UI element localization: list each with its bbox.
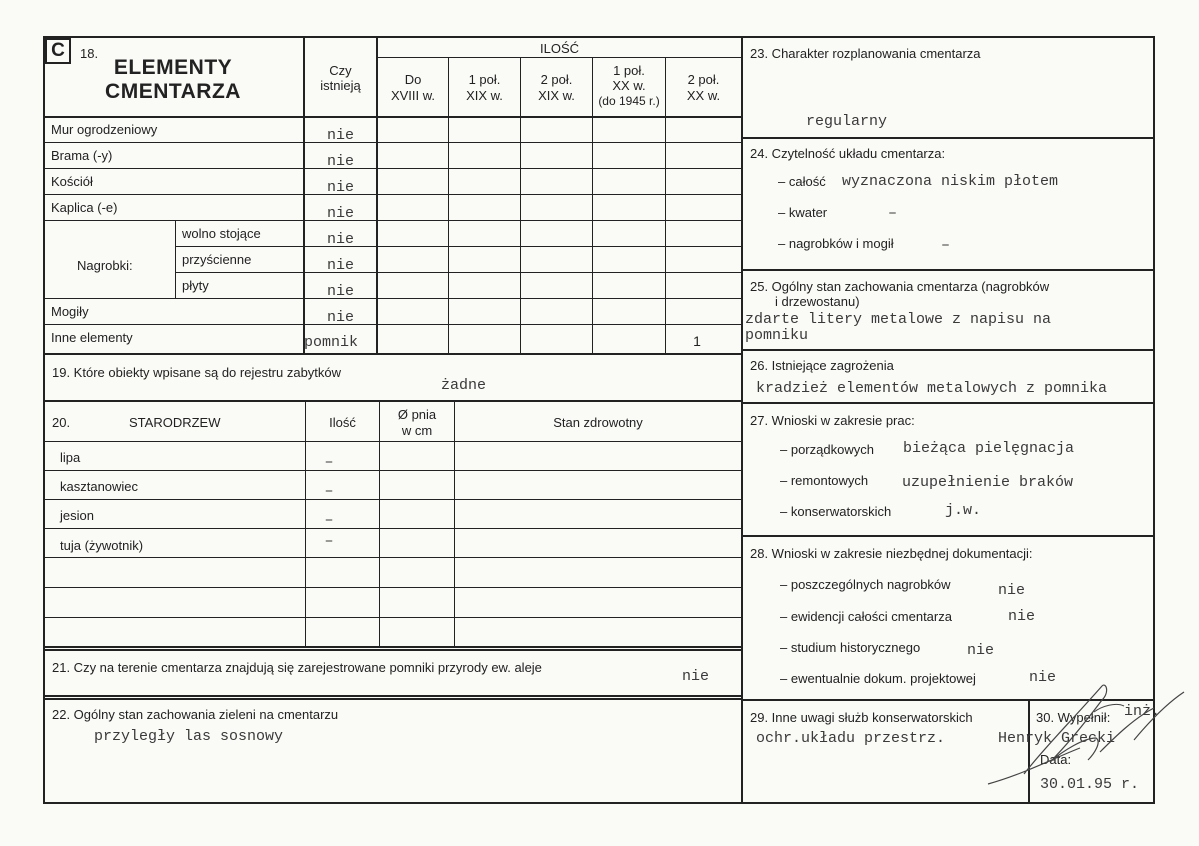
divider [43, 649, 741, 651]
s20-col-diam-l2: w cm [401, 423, 433, 438]
s28-item-value: nie [1029, 669, 1057, 686]
divider [43, 470, 741, 471]
divider [43, 194, 741, 195]
divider [43, 646, 741, 648]
tree-name: jesion [60, 508, 94, 523]
divider [379, 402, 380, 647]
row-label: Kaplica (-e) [51, 200, 118, 215]
s25-value-l2: pomniku [745, 327, 809, 344]
section-title-line2: CMENTARZA [105, 80, 241, 103]
divider [175, 246, 741, 247]
divider [43, 220, 741, 221]
col-header-l1: Do [404, 72, 422, 87]
s24-label: 24. Czytelność układu cmentarza: [750, 146, 946, 161]
s20-col-diam-l1: Ø pnia [397, 407, 437, 422]
exists-header-l1: Czy [329, 63, 352, 78]
s27-item-value: uzupełnienie braków [902, 474, 1074, 491]
s27-item-label: – porządkowych [780, 442, 874, 457]
row-value: nie [326, 179, 354, 196]
s26-value: kradzież elementów metalowych z pomnika [756, 380, 1108, 397]
s23-value: regularny [806, 113, 888, 130]
s24-item-label: – kwater [778, 205, 828, 220]
divider [43, 441, 741, 442]
tree-qty: – [324, 512, 334, 529]
row-value: nie [326, 205, 354, 222]
s27-item-label: – konserwatorskich [780, 504, 892, 519]
s20-col-health: Stan zdrowotny [553, 415, 643, 430]
quantity-header: ILOŚĆ [539, 41, 579, 56]
s28-item-value: nie [1008, 608, 1036, 625]
s21-value: nie [682, 668, 710, 685]
row-value: nie [326, 127, 354, 144]
s28-item-label: – poszczególnych nagrobków [780, 577, 951, 592]
col-header-l1: 2 poł. [687, 72, 720, 87]
s28-item-label: – studium historycznego [780, 640, 921, 655]
s22-value: przyległy las sosnowy [94, 728, 284, 745]
s27-item-value: bieżąca pielęgnacja [903, 440, 1075, 457]
divider [43, 557, 741, 558]
row-label: Brama (-y) [51, 148, 113, 163]
inne-count: 1 [693, 333, 701, 349]
s20-col-qty: Ilość [329, 415, 356, 430]
divider [43, 528, 741, 529]
signature-mark [984, 678, 1194, 796]
col-header-l2: XIX w. [466, 88, 503, 103]
s20-number: 20. [52, 415, 71, 430]
col-header-l1: 1 poł. [468, 72, 501, 87]
divider [454, 402, 455, 647]
divider [43, 617, 741, 618]
divider [43, 353, 741, 355]
s30-label: 30. Wypełnił: [1036, 710, 1111, 725]
row-value: nie [326, 231, 354, 248]
divider [743, 349, 1155, 351]
s28-item-label: – ewentualnie dokum. projektowej [780, 671, 976, 686]
row-value: nie [326, 257, 354, 274]
s30-name: Henryk Grecki [998, 730, 1116, 747]
section-title-line1: ELEMENTY [113, 56, 233, 79]
row-label: płyty [182, 278, 209, 293]
s22-label: 22. Ogólny stan zachowania zieleni na cmentarzu [52, 707, 339, 722]
s28-label: 28. Wnioski w zakresie niezbędnej dokumentacji: [750, 546, 1033, 561]
s27-item-value: j.w. [945, 502, 982, 519]
row-label: Mur ogrodzeniowy [51, 122, 158, 137]
row-label: Mogiły [51, 304, 89, 319]
s21-label: 21. Czy na terenie cmentarza znajdują się zarejestrowane pomniki przyrody ew. aleje [52, 660, 542, 675]
divider [743, 137, 1155, 139]
exists-header-l2: istnieją [320, 78, 361, 93]
s28-item-value: nie [998, 582, 1026, 599]
s24-item-label: – nagrobków i mogił [778, 236, 894, 251]
divider [43, 298, 741, 299]
s29-label: 29. Inne uwagi służb konserwatorskich [750, 710, 973, 725]
col-header-l3: (do 1945 r.) [598, 94, 660, 108]
row-label: Inne elementy [51, 330, 133, 345]
s28-item-label: – ewidencji całości cmentarza [780, 609, 952, 624]
divider [43, 116, 741, 118]
s26-label: 26. Istniejące zagrożenia [750, 358, 894, 373]
row-label: wolno stojące [182, 226, 261, 241]
divider [175, 220, 176, 298]
nagrobki-label: Nagrobki: [77, 258, 133, 273]
divider [43, 400, 741, 402]
col-header-l2: XIX w. [538, 88, 575, 103]
section-number: 18. [80, 46, 99, 61]
col-header-l1: 2 poł. [540, 72, 573, 87]
divider [43, 142, 741, 143]
col-header-l2: XX w. [612, 78, 646, 93]
col-header-l2: XX w. [686, 88, 721, 103]
divider [43, 499, 741, 500]
tree-qty: – [324, 454, 334, 471]
divider [43, 168, 741, 169]
divider [378, 57, 741, 58]
row-value: pomnik [304, 334, 359, 351]
tree-qty: – [324, 483, 334, 500]
divider [741, 36, 743, 804]
s28-item-value: nie [967, 642, 995, 659]
s24-item-value: wyznaczona niskim płotem [842, 173, 1059, 190]
s30-title: inż. [1124, 703, 1161, 720]
tree-name: kasztanowiec [60, 479, 139, 494]
section-code-box: C [45, 38, 71, 64]
tree-qty: – [324, 533, 334, 550]
s30-date: 30.01.95 r. [1040, 776, 1140, 793]
row-label: przyścienne [182, 252, 252, 267]
row-label: Kościół [51, 174, 93, 189]
row-value: nie [326, 283, 354, 300]
divider [743, 402, 1155, 404]
s20-title: STARODRZEW [129, 415, 221, 430]
row-value: nie [326, 309, 354, 326]
divider [43, 695, 741, 697]
s24-item-value: – [941, 237, 951, 254]
s25-label-l1: 25. Ogólny stan zachowania cmentarza (nagrobków [750, 279, 1050, 294]
divider [743, 535, 1155, 537]
divider [43, 698, 741, 700]
s30-date-label: Data: [1040, 752, 1072, 767]
s25-label-l2: i drzewostanu) [775, 294, 860, 309]
s19-value: żadne [441, 377, 487, 394]
s29-value: ochr.układu przestrz. [756, 730, 946, 747]
divider [43, 324, 741, 325]
s24-item-value: – [888, 205, 898, 222]
tree-name: tuja (żywotnik) [60, 538, 144, 553]
s27-item-label: – remontowych [780, 473, 869, 488]
s19-label: 19. Które obiekty wpisane są do rejestru zabytków [52, 365, 342, 380]
col-header-l1: 1 poł. [613, 63, 645, 78]
col-header-l2: XVIII w. [390, 88, 436, 103]
divider [43, 587, 741, 588]
s25-value-l1: zdarte litery metalowe z napisu na [745, 311, 1052, 328]
s27-label: 27. Wnioski w zakresie prac: [750, 413, 915, 428]
row-value: nie [326, 153, 354, 170]
divider [175, 272, 741, 273]
s24-item-label: – całość [778, 174, 826, 189]
s23-label: 23. Charakter rozplanowania cmentarza [750, 46, 981, 61]
tree-name: lipa [60, 450, 81, 465]
divider [743, 269, 1155, 271]
